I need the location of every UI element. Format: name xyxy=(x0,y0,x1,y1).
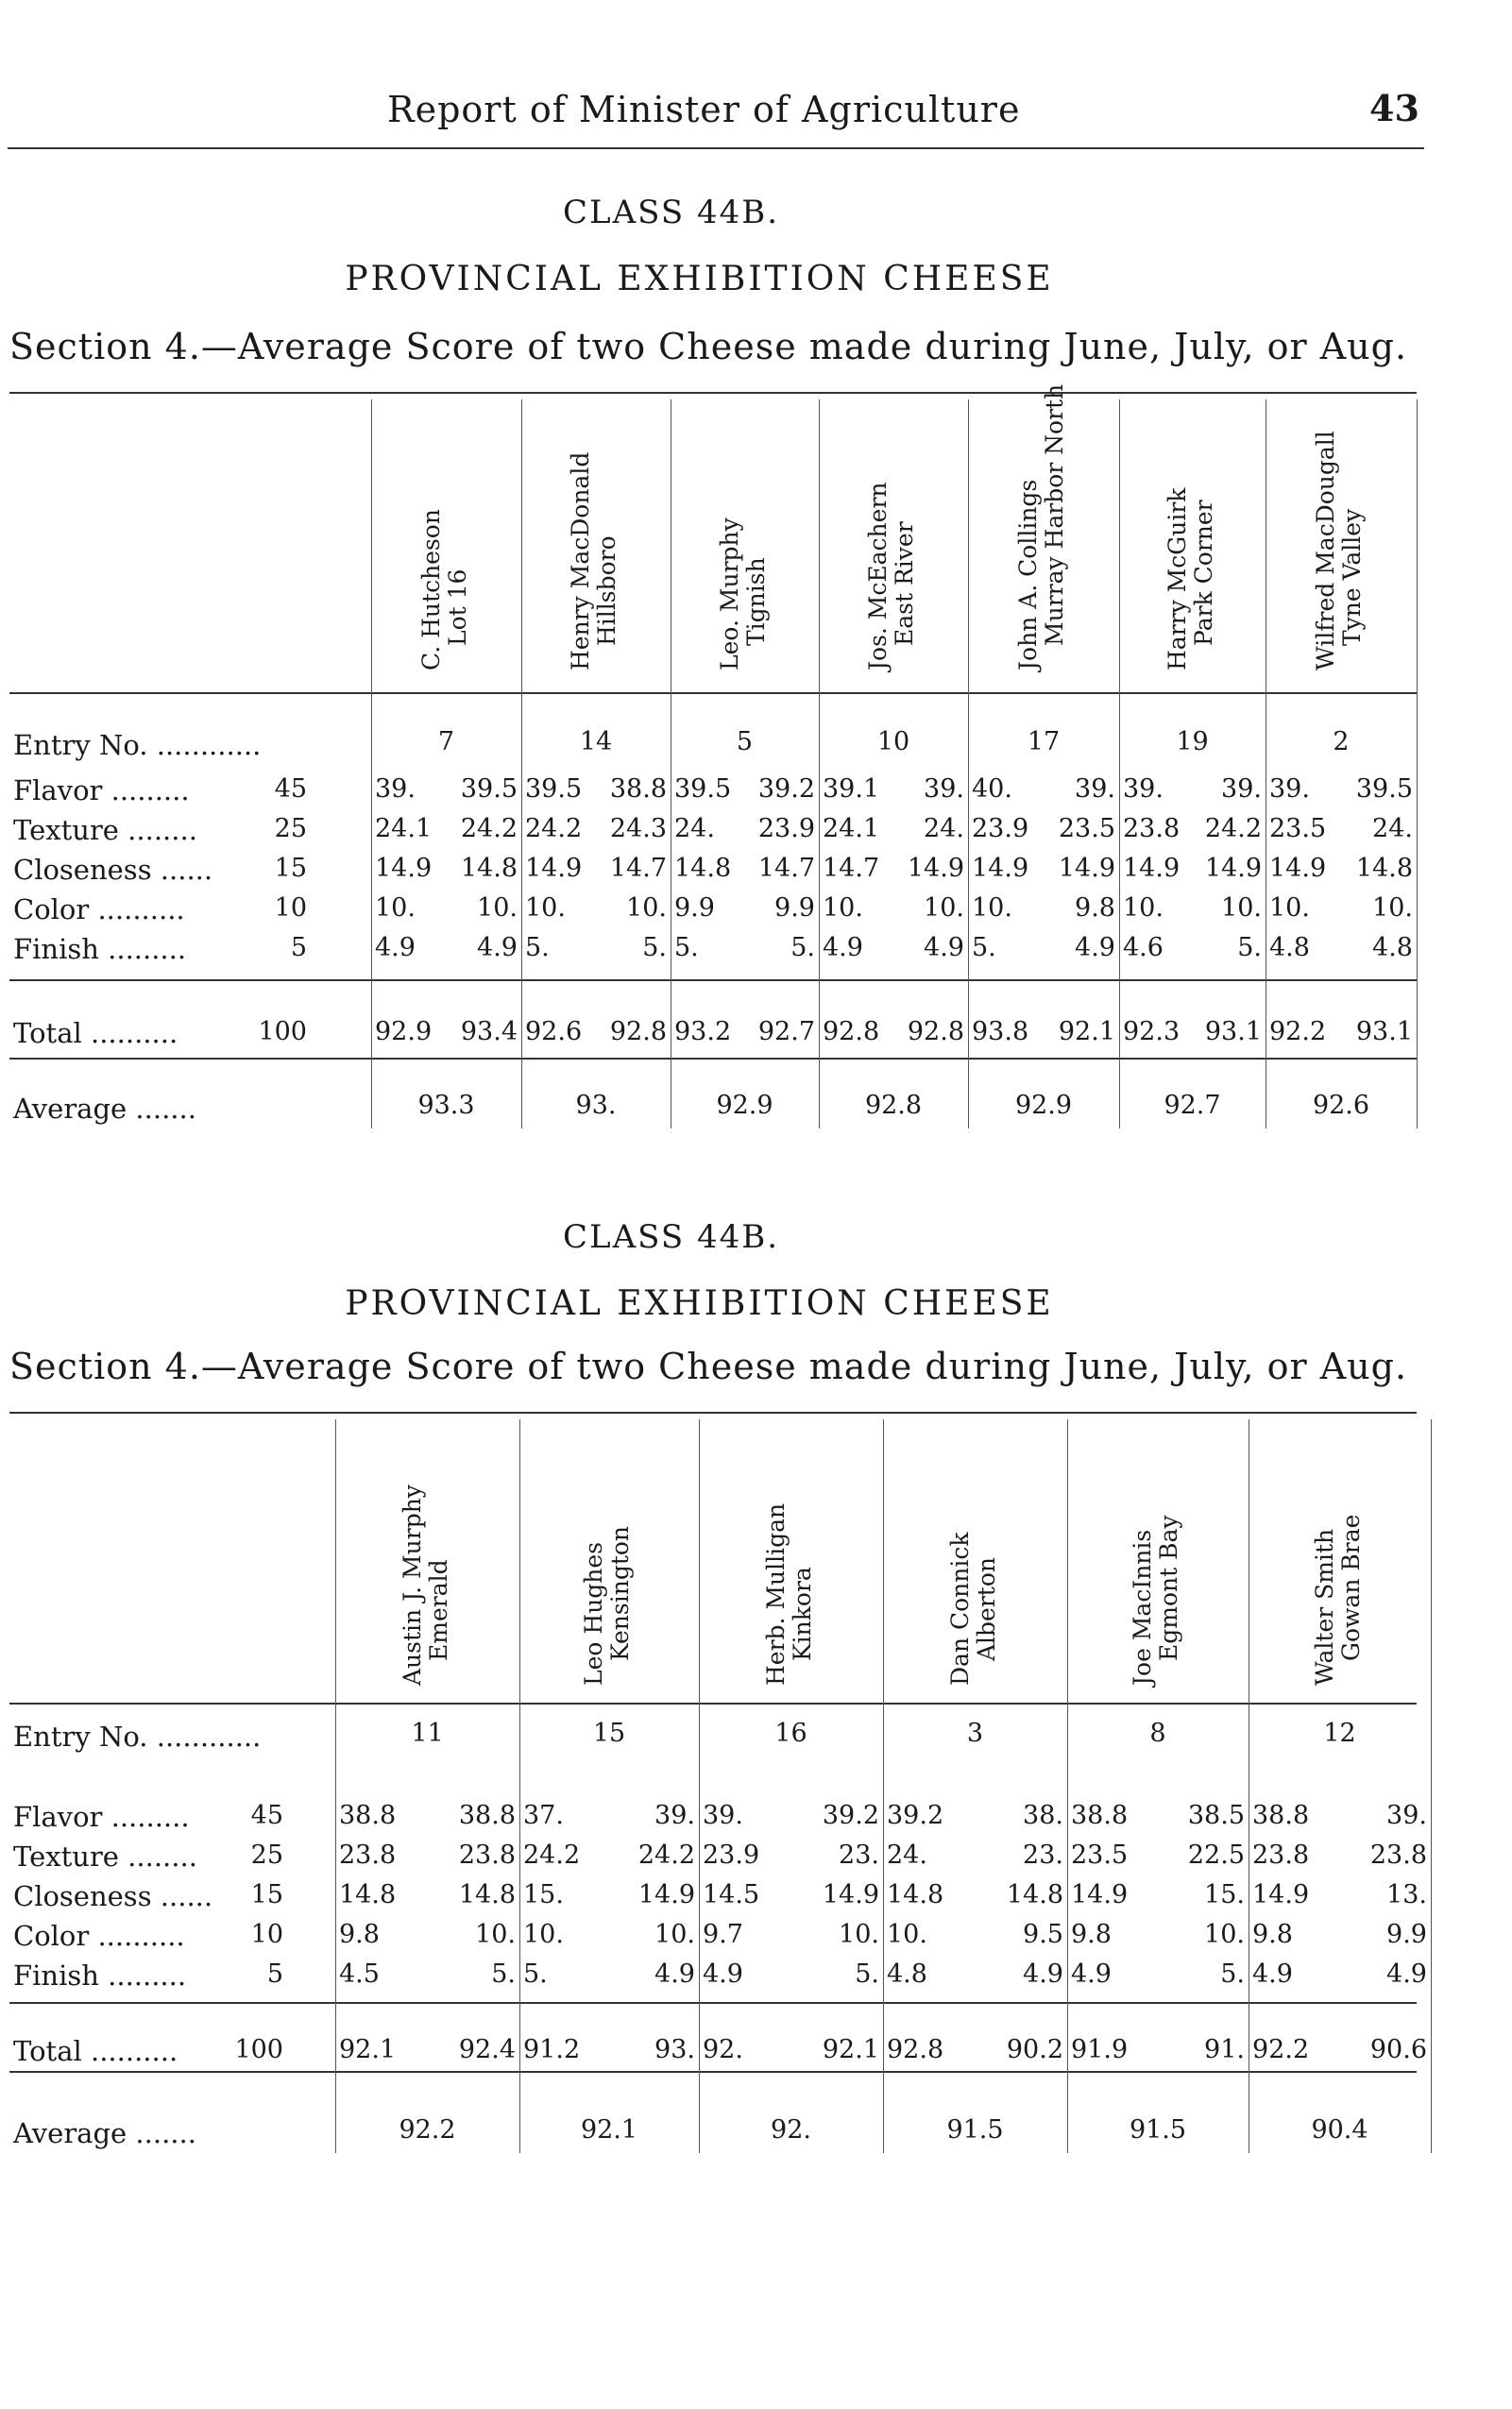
row-max-score: 45 xyxy=(250,1801,283,1830)
row-label-entry: Entry No. ............ xyxy=(13,729,262,761)
row-label-criterion: Closeness ...... xyxy=(13,854,213,886)
entrant-header xyxy=(1313,406,1369,670)
score-cell: 14.8 xyxy=(887,1880,944,1909)
row-label-criterion: Texture ........ xyxy=(13,1841,197,1873)
row-max-score: 45 xyxy=(274,774,307,804)
score-cell: 23.5 xyxy=(1071,1841,1129,1870)
entrant-place: Kinkora xyxy=(788,1567,816,1661)
average-cell: 90.4 xyxy=(1311,2115,1368,2145)
total-cell: 92.1 xyxy=(822,2035,879,2064)
score-cell: 24.2 xyxy=(525,814,583,843)
score-cell: 10. xyxy=(525,893,566,923)
entrant-header xyxy=(1130,1421,1186,1686)
score-cell: 38.8 xyxy=(339,1801,397,1830)
row-max-score: 10 xyxy=(250,1920,283,1949)
score-cell: 39.2 xyxy=(757,774,815,804)
row-label-criterion: Texture ........ xyxy=(13,814,197,846)
row-label-criterion: Flavor ......... xyxy=(13,1801,190,1833)
score-cell: 10. xyxy=(1204,1920,1245,1949)
score-cell: 40. xyxy=(972,774,1012,804)
entry-number: 14 xyxy=(579,727,613,756)
score-cell: 14.7 xyxy=(823,854,880,883)
entrant-header xyxy=(568,406,624,670)
score-cell: 10. xyxy=(972,893,1012,923)
entrant-place: Hillsboro xyxy=(593,535,620,646)
total-cell: 93. xyxy=(654,2035,695,2064)
score-cell: 15. xyxy=(1204,1880,1245,1909)
score-cell: 23.8 xyxy=(1123,814,1181,843)
entrant-header xyxy=(763,1421,820,1686)
score-cell: 23.8 xyxy=(339,1841,397,1870)
class-heading: CLASS 44B. xyxy=(563,1218,779,1256)
column-divider xyxy=(335,1419,336,2153)
total-cell: 90.6 xyxy=(1369,2035,1427,2064)
entrant-name: Dan Connick xyxy=(945,1532,974,1686)
score-cell: 4.8 xyxy=(1372,933,1413,962)
score-cell: 5. xyxy=(525,933,550,962)
row-max-score: 100 xyxy=(258,1017,307,1046)
entrant-header xyxy=(418,406,475,670)
score-cell: 23.9 xyxy=(972,814,1029,843)
score-cell: 4.9 xyxy=(477,933,518,962)
row-label-average: Average ....... xyxy=(13,2117,196,2149)
score-cell: 10. xyxy=(1372,893,1413,923)
score-cell: 14.9 xyxy=(375,854,433,883)
entrant-name: John A. Collings xyxy=(1014,479,1042,670)
score-cell: 38. xyxy=(1023,1801,1063,1830)
score-cell: 4.9 xyxy=(1023,1959,1063,1989)
total-cell: 92.1 xyxy=(339,2035,397,2064)
total-cell: 92.7 xyxy=(757,1017,815,1046)
score-cell: 39. xyxy=(1123,774,1164,804)
average-cell: 92. xyxy=(771,2115,811,2145)
score-cell: 39.5 xyxy=(674,774,732,804)
entrant-place: East River xyxy=(891,521,918,646)
entry-number: 16 xyxy=(774,1719,807,1748)
entry-number: 5 xyxy=(736,727,754,756)
average-cell: 91.5 xyxy=(1129,2115,1187,2145)
total-cell: 92.9 xyxy=(375,1017,433,1046)
score-cell: 9.9 xyxy=(674,893,715,923)
column-divider xyxy=(371,399,372,1128)
entrant-header xyxy=(399,1421,456,1686)
score-cell: 10. xyxy=(626,893,667,923)
running-title: Report of Minister of Agriculture xyxy=(387,89,1021,130)
column-divider xyxy=(1431,1419,1432,2153)
score-cell: 9.8 xyxy=(1252,1920,1293,1949)
score-cell: 5. xyxy=(790,933,815,962)
score-cell: 14.8 xyxy=(1006,1880,1063,1909)
total-cell: 92.1 xyxy=(1058,1017,1115,1046)
total-cell: 93.4 xyxy=(460,1017,518,1046)
score-cell: 4.9 xyxy=(703,1959,743,1989)
total-cell: 93.1 xyxy=(1355,1017,1413,1046)
entrant-name: Henry MacDonald xyxy=(567,451,594,670)
score-cell: 24.2 xyxy=(460,814,518,843)
score-cell: 24. xyxy=(674,814,715,843)
total-cell: 92.8 xyxy=(823,1017,880,1046)
entrant-header xyxy=(717,406,773,670)
entrant-name: Leo. Murphy xyxy=(715,517,743,670)
row-max-score: 25 xyxy=(274,814,307,843)
total-cell: 91. xyxy=(1204,2035,1245,2064)
entrant-place: Gowan Brae xyxy=(1336,1514,1365,1661)
table-rule xyxy=(9,979,1417,981)
entrant-name: Leo Hughes xyxy=(580,1541,607,1686)
score-cell: 39. xyxy=(375,774,416,804)
row-max-score: 100 xyxy=(234,2035,283,2064)
score-cell: 10. xyxy=(375,893,416,923)
score-cell: 10. xyxy=(475,1920,516,1949)
score-cell: 24. xyxy=(1372,814,1413,843)
average-cell: 92.7 xyxy=(1164,1091,1221,1120)
score-cell: 9.9 xyxy=(774,893,815,923)
score-cell: 23. xyxy=(839,1841,879,1870)
score-cell: 39. xyxy=(1221,774,1262,804)
score-cell: 39. xyxy=(1075,774,1115,804)
score-cell: 5. xyxy=(523,1959,548,1989)
score-cell: 9.8 xyxy=(1071,1920,1112,1949)
score-cell: 14.9 xyxy=(1123,854,1181,883)
score-cell: 9.8 xyxy=(339,1920,380,1949)
score-cell: 10. xyxy=(839,1920,879,1949)
score-cell: 4.8 xyxy=(1269,933,1310,962)
class-heading: CLASS 44B. xyxy=(563,194,779,231)
score-cell: 23.5 xyxy=(1058,814,1115,843)
score-cell: 14.9 xyxy=(822,1880,879,1909)
score-cell: 23.5 xyxy=(1269,814,1327,843)
entrant-name: Austin J. Murphy xyxy=(398,1484,426,1686)
score-cell: 14.9 xyxy=(1252,1880,1310,1909)
score-cell: 23.8 xyxy=(1369,1841,1427,1870)
score-cell: 38.8 xyxy=(1071,1801,1129,1830)
row-label-criterion: Color .......... xyxy=(13,1920,185,1952)
score-cell: 10. xyxy=(1123,893,1164,923)
score-cell: 14.9 xyxy=(637,1880,695,1909)
entry-number: 10 xyxy=(876,727,910,756)
score-cell: 24. xyxy=(924,814,964,843)
score-cell: 24.2 xyxy=(1204,814,1262,843)
entrant-place: Alberton xyxy=(972,1557,1000,1661)
table-rule xyxy=(9,1703,1417,1705)
table-rule xyxy=(9,692,1417,694)
total-cell: 92.2 xyxy=(1269,1017,1327,1046)
row-label-entry: Entry No. ............ xyxy=(13,1721,262,1753)
score-cell: 23.8 xyxy=(458,1841,516,1870)
entrant-place: Park Corner xyxy=(1189,500,1217,646)
score-cell: 4.9 xyxy=(1071,1959,1112,1989)
total-cell: 93.2 xyxy=(674,1017,732,1046)
score-cell: 23.9 xyxy=(703,1841,760,1870)
entrant-header xyxy=(1312,1421,1368,1686)
row-label-total: Total .......... xyxy=(13,2035,178,2067)
score-cell: 39. xyxy=(1269,774,1310,804)
score-cell: 24.1 xyxy=(823,814,880,843)
entrant-header xyxy=(947,1421,1004,1686)
score-cell: 4.9 xyxy=(654,1959,695,1989)
score-cell: 38.5 xyxy=(1187,1801,1245,1830)
entry-number: 8 xyxy=(1149,1719,1166,1748)
score-cell: 5. xyxy=(674,933,699,962)
score-cell: 14.9 xyxy=(1269,854,1327,883)
entrant-name: C. Hutcheson xyxy=(416,509,445,670)
score-cell: 24.3 xyxy=(609,814,667,843)
column-divider xyxy=(819,399,820,1128)
score-cell: 10. xyxy=(1269,893,1310,923)
score-cell: 39.2 xyxy=(887,1801,944,1830)
score-cell: 14.9 xyxy=(1071,1880,1129,1909)
score-cell: 23.8 xyxy=(1252,1841,1310,1870)
average-cell: 93. xyxy=(575,1091,617,1120)
score-cell: 24.1 xyxy=(375,814,433,843)
entrant-header xyxy=(1014,383,1072,670)
score-cell: 5. xyxy=(491,1959,516,1989)
total-cell: 93.8 xyxy=(972,1017,1029,1046)
row-label-total: Total .......... xyxy=(13,1017,178,1049)
score-cell: 39. xyxy=(654,1801,695,1830)
entry-number: 3 xyxy=(966,1719,984,1748)
row-label-criterion: Closeness ...... xyxy=(13,1880,213,1912)
score-cell: 39.5 xyxy=(460,774,518,804)
score-cell: 23. xyxy=(1023,1841,1063,1870)
score-cell: 4.6 xyxy=(1123,933,1164,962)
score-cell: 9.5 xyxy=(1023,1920,1063,1949)
entry-number: 2 xyxy=(1333,727,1350,756)
entrant-header xyxy=(865,406,922,670)
column-divider xyxy=(1067,1419,1068,2153)
score-cell: 9.7 xyxy=(703,1920,743,1949)
total-cell: 92.8 xyxy=(609,1017,667,1046)
score-cell: 14.8 xyxy=(1355,854,1413,883)
entrant-place: Egmont Bay xyxy=(1155,1515,1182,1661)
score-cell: 24.2 xyxy=(637,1841,695,1870)
score-cell: 4.9 xyxy=(924,933,964,962)
entrant-name: Wilfred MacDougall xyxy=(1312,431,1339,670)
score-cell: 10. xyxy=(1221,893,1262,923)
average-cell: 92.8 xyxy=(864,1091,923,1120)
column-divider xyxy=(968,399,969,1128)
column-divider xyxy=(1119,399,1120,1128)
row-label-criterion: Finish ......... xyxy=(13,933,187,965)
score-cell: 5. xyxy=(1220,1959,1245,1989)
score-cell: 5. xyxy=(972,933,996,962)
score-cell: 38.8 xyxy=(609,774,667,804)
entry-number: 12 xyxy=(1323,1719,1356,1748)
total-cell: 92.3 xyxy=(1123,1017,1181,1046)
total-cell: 91.2 xyxy=(523,2035,581,2064)
score-cell: 5. xyxy=(855,1959,879,1989)
average-cell: 92.9 xyxy=(716,1091,773,1120)
table-rule xyxy=(9,2002,1417,2004)
score-cell: 4.9 xyxy=(1252,1959,1293,1989)
page-number: 43 xyxy=(1369,87,1419,129)
score-cell: 4.9 xyxy=(823,933,863,962)
score-cell: 10. xyxy=(887,1920,927,1949)
exhibition-heading: PROVINCIAL EXHIBITION CHEESE xyxy=(345,260,1054,298)
score-cell: 9.8 xyxy=(1075,893,1115,923)
score-cell: 14.7 xyxy=(757,854,815,883)
entry-number: 15 xyxy=(592,1719,626,1748)
score-cell: 24.2 xyxy=(523,1841,581,1870)
score-cell: 14.9 xyxy=(972,854,1029,883)
score-cell: 14.8 xyxy=(339,1880,397,1909)
table-rule xyxy=(9,2071,1417,2073)
average-cell: 92.1 xyxy=(580,2115,638,2145)
entry-number: 17 xyxy=(1027,727,1061,756)
score-cell: 14.8 xyxy=(674,854,732,883)
total-cell: 93.1 xyxy=(1204,1017,1262,1046)
entrant-name: Walter Smith xyxy=(1310,1528,1338,1686)
total-cell: 91.9 xyxy=(1071,2035,1129,2064)
row-label-criterion: Flavor ......... xyxy=(13,774,190,806)
score-cell: 9.9 xyxy=(1386,1920,1427,1949)
row-label-criterion: Color .......... xyxy=(13,893,185,925)
row-max-score: 5 xyxy=(266,1959,283,1989)
row-max-score: 15 xyxy=(250,1880,283,1909)
running-head xyxy=(0,83,1512,140)
entry-number: 7 xyxy=(437,727,455,756)
score-cell: 14.9 xyxy=(907,854,964,883)
entrant-name: Herb. Mulligan xyxy=(761,1502,790,1686)
row-label-average: Average ....... xyxy=(13,1093,196,1125)
score-cell: 23.9 xyxy=(757,814,815,843)
total-cell: 92.2 xyxy=(1252,2035,1310,2064)
score-cell: 4.9 xyxy=(375,933,416,962)
row-max-score: 5 xyxy=(290,933,307,962)
score-cell: 15. xyxy=(523,1880,564,1909)
column-divider xyxy=(699,1419,700,2153)
score-cell: 39.5 xyxy=(525,774,583,804)
score-cell: 14.9 xyxy=(525,854,583,883)
score-cell: 39.2 xyxy=(822,1801,879,1830)
score-cell: 24. xyxy=(887,1841,927,1870)
score-cell: 13. xyxy=(1386,1880,1427,1909)
score-cell: 5. xyxy=(1237,933,1262,962)
score-cell: 14.9 xyxy=(1058,854,1115,883)
score-cell: 39. xyxy=(924,774,964,804)
score-cell: 14.8 xyxy=(460,854,518,883)
entrant-place: Kensington xyxy=(606,1525,634,1661)
score-cell: 14.7 xyxy=(609,854,667,883)
total-cell: 92.8 xyxy=(887,2035,944,2064)
score-cell: 4.9 xyxy=(1386,1959,1427,1989)
average-cell: 91.5 xyxy=(946,2115,1004,2145)
entrant-header xyxy=(1164,406,1221,670)
entrant-place: Tignish xyxy=(741,557,770,646)
score-cell: 39.5 xyxy=(1355,774,1413,804)
row-max-score: 25 xyxy=(250,1841,283,1870)
section-heading: Section 4.—Average Score of two Cheese made during June, July, or Aug. xyxy=(9,1346,1408,1387)
entrant-name: Joe MacInnis xyxy=(1129,1529,1156,1686)
entrant-place: Lot 16 xyxy=(443,568,471,646)
score-cell: 22.5 xyxy=(1187,1841,1245,1870)
score-cell: 5. xyxy=(642,933,667,962)
score-cell: 10. xyxy=(924,893,964,923)
score-cell: 14.8 xyxy=(458,1880,516,1909)
average-cell: 92.2 xyxy=(399,2115,456,2145)
entrant-name: Harry McGuirk xyxy=(1163,487,1191,670)
average-cell: 92.6 xyxy=(1312,1091,1370,1120)
score-cell: 38.8 xyxy=(458,1801,516,1830)
score-cell: 10. xyxy=(477,893,518,923)
score-cell: 39.1 xyxy=(823,774,880,804)
column-divider xyxy=(883,1419,884,2153)
entrant-name: Jos. McEachern xyxy=(864,482,892,670)
row-max-score: 10 xyxy=(274,893,307,923)
exhibition-heading: PROVINCIAL EXHIBITION CHEESE xyxy=(345,1284,1054,1323)
row-label-criterion: Finish ......... xyxy=(13,1959,187,1992)
average-cell: 92.9 xyxy=(1014,1091,1073,1120)
table-rule xyxy=(9,392,1417,394)
total-cell: 90.2 xyxy=(1006,2035,1063,2064)
entry-number: 19 xyxy=(1176,727,1209,756)
total-cell: 92.8 xyxy=(907,1017,964,1046)
total-cell: 92. xyxy=(703,2035,743,2064)
total-cell: 92.4 xyxy=(458,2035,516,2064)
header-rule xyxy=(8,147,1424,149)
table-rule xyxy=(9,1058,1417,1060)
total-cell: 92.6 xyxy=(525,1017,583,1046)
entry-number: 11 xyxy=(411,1719,444,1748)
table-rule xyxy=(9,1412,1417,1414)
entrant-header xyxy=(581,1421,637,1686)
column-divider xyxy=(519,1419,520,2153)
average-cell: 93.3 xyxy=(417,1091,475,1120)
score-cell: 14.9 xyxy=(1204,854,1262,883)
section-heading: Section 4.—Average Score of two Cheese made during June, July, or Aug. xyxy=(9,326,1408,367)
score-cell: 39. xyxy=(703,1801,743,1830)
score-cell: 4.9 xyxy=(1075,933,1115,962)
column-divider xyxy=(521,399,522,1128)
entrant-place: Murray Harbor North xyxy=(1041,383,1068,646)
score-cell: 39. xyxy=(1386,1801,1427,1830)
row-max-score: 15 xyxy=(274,854,307,883)
entrant-place: Tyne Valley xyxy=(1338,508,1366,646)
score-cell: 37. xyxy=(523,1801,564,1830)
score-cell: 38.8 xyxy=(1252,1801,1310,1830)
score-cell: 4.5 xyxy=(339,1959,380,1989)
score-cell: 10. xyxy=(823,893,863,923)
score-cell: 10. xyxy=(523,1920,564,1949)
score-cell: 14.5 xyxy=(703,1880,760,1909)
score-cell: 10. xyxy=(654,1920,695,1949)
column-divider xyxy=(1417,399,1418,1128)
score-cell: 4.8 xyxy=(887,1959,927,1989)
entrant-place: Emerald xyxy=(424,1559,452,1661)
